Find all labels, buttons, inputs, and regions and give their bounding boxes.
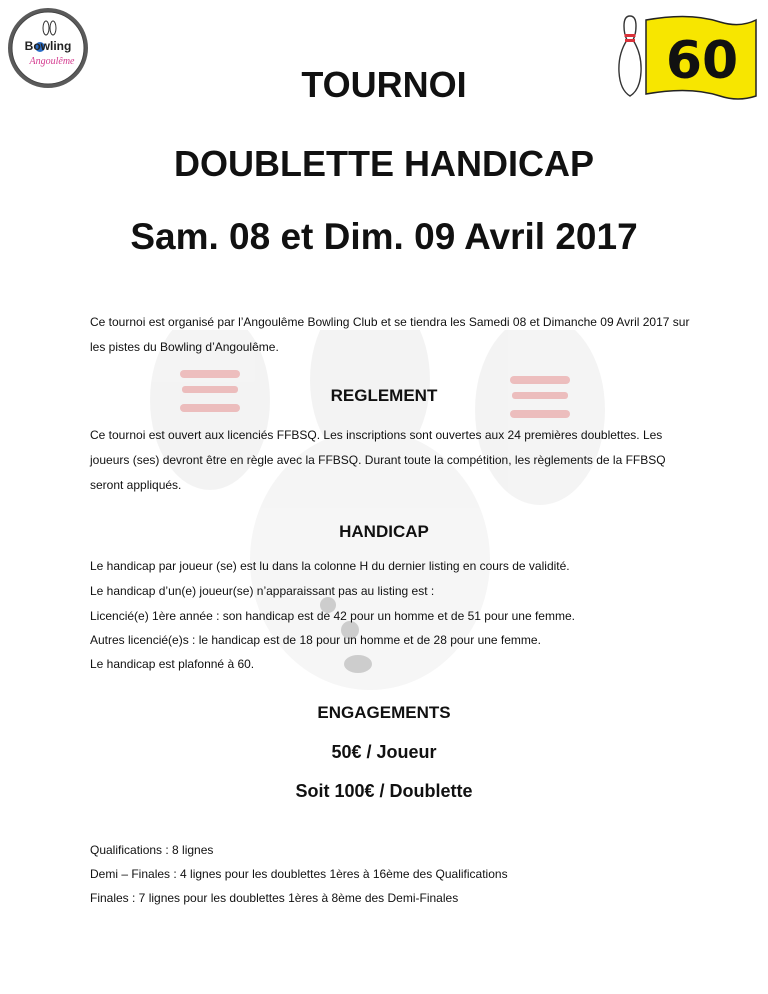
title-dates: Sam. 08 et Dim. 09 Avril 2017 <box>130 216 638 257</box>
handicap-line: Licencié(e) 1ère année : son handicap est de 42 pour un homme et de 51 pour une femme. <box>90 609 575 623</box>
price-per-team: Soit 100€ / Doublette <box>295 781 473 801</box>
format-line: Demi – Finales : 4 lignes pour les doublettes 1ères à 16ème des Qualifications <box>90 867 508 881</box>
price-per-player: 50€ / Joueur <box>331 742 437 762</box>
title-tournoi: TOURNOI <box>301 64 467 105</box>
heading-handicap: HANDICAP <box>339 522 429 541</box>
logo-title: Bowling <box>24 39 72 53</box>
handicap-line: Le handicap est plafonné à 60. <box>90 657 255 671</box>
title-doublette-handicap: DOUBLETTE HANDICAP <box>174 143 594 184</box>
logo-subtitle: Angoulême <box>29 56 75 67</box>
handicap-line: Le handicap par joueur (se) est lu dans la colonne H du dernier listing en cours de validité. <box>90 559 570 573</box>
format-line: Qualifications : 8 lignes <box>90 843 214 857</box>
reglement-paragraph: Ce tournoi est ouvert aux licenciés FFBSQ. Les inscriptions sont ouvertes aux 24 premières doublettes. Les joueurs (ses) devront être en règle avec la FFBSQ. Durant toute la compétition, les règlements de la FFBSQ seront appliqués. <box>90 428 666 492</box>
heading-engagements: ENGAGEMENTS <box>317 703 451 722</box>
flag-number: 60 <box>665 31 739 91</box>
handicap-line: Autres licencié(e)s : le handicap est de 18 pour un homme et de 28 pour une femme. <box>90 633 541 647</box>
handicap-line: Le handicap d’un(e) joueur(se) n’apparaissant pas au listing est : <box>90 584 435 598</box>
intro-paragraph: Ce tournoi est organisé par l’Angoulême Bowling Club et se tiendra les Samedi 08 et Dimanche 09 Avril 2017 sur les pistes du Bowling d’Angoulême. <box>90 315 690 354</box>
format-line: Finales : 7 lignes pour les doublettes 1ères à 8ème des Demi-Finales <box>90 891 459 905</box>
heading-reglement: REGLEMENT <box>330 386 438 405</box>
